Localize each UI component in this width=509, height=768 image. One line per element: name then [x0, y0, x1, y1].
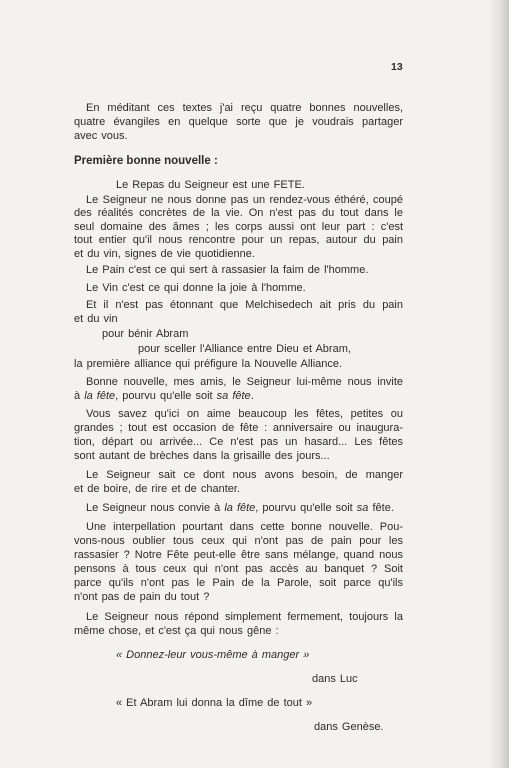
paragraph-line: En méditant ces textes j'ai reçu quatre bonnes nouvelles, — [86, 102, 403, 114]
paragraph-line — [74, 389, 254, 403]
emphasis: la fête — [84, 390, 116, 402]
paragraph-line: pensons à tous ceux qui n'ont pas accès au banquet ? Soit — [74, 563, 403, 575]
paragraph-line: et du vin, signes de vie quotidienne. — [74, 248, 255, 260]
paragraph-line: Et il n'est pas étonnant que Melchisedech ait pris du pain — [86, 299, 403, 311]
paragraph-line: Le Seigneur sait ce dont nous avons besoin, de manger — [86, 469, 403, 481]
paragraph-pain: Le Pain c'est ce qui sert à rassasier la faim de l'homme. — [86, 264, 369, 276]
paragraph-line: même chose, et c'est ça qui nous gêne : — [74, 625, 279, 637]
text-run: Le Seigneur nous convie à — [86, 502, 225, 514]
paragraph-line: Le Seigneur nous répond simplement fermement, toujours la — [86, 611, 403, 623]
paragraph-line: Le Seigneur ne nous donne pas un rendez-vous éthéré, coupé — [86, 194, 403, 206]
paragraph-convie — [86, 501, 394, 515]
section-heading: Première bonne nouvelle : — [74, 155, 218, 167]
emphasis: sa — [356, 502, 369, 514]
paragraph-line: n'ont pas de pain du tout ? — [74, 591, 210, 603]
paragraph-line: Bonne nouvelle, mes amis, le Seigneur lui-même nous invite — [86, 376, 403, 388]
paragraph-line: tout entier qu'il nous rencontre pour un repas, autour du pain — [74, 234, 403, 246]
paragraph-line: grandes ; tout est occasion de fête : anniversaire ou inaugura- — [74, 422, 403, 434]
paragraph-line: Une interpellation pourtant dans cette bonne nouvelle. Pou- — [86, 521, 403, 533]
paragraph-line: la première alliance qui préfigure la Nouvelle Alliance. — [74, 358, 343, 370]
page-number: 13 — [391, 61, 403, 73]
paragraph-line: Vous savez qu'ici on aime beaucoup les fêtes, petites ou — [86, 408, 403, 420]
scripture-reference: dans Genèse. — [314, 721, 384, 733]
scripture-quote: « Donnez-leur vous-même à manger » — [116, 649, 310, 661]
emphasis: sa fête — [216, 390, 251, 402]
scripture-reference: dans Luc — [312, 673, 358, 685]
paragraph-line: seul domaine des âmes ; les corps aussi ont leur part : c'est — [74, 221, 403, 233]
indented-line: pour bénir Abram — [102, 328, 189, 340]
paragraph-line: quatre évangiles en quelque sorte que je voudrais partager — [74, 116, 403, 128]
indented-line: pour sceller l'Alliance entre Dieu et Abram, — [138, 343, 351, 355]
paragraph-line: rassasier ? Notre Fête peut-elle être sans mélange, quand nous — [74, 549, 403, 561]
paragraph-line: et de boire, de rire et de chanter. — [74, 483, 240, 495]
paragraph-line: parce qu'ils n'ont pas le Pain de la Parole, soit parce qu'ils — [74, 577, 403, 589]
scripture-quote: « Et Abram lui donna la dîme de tout » — [116, 697, 313, 709]
emphasis: la fête — [224, 502, 256, 514]
text-run: à — [74, 390, 85, 402]
paragraph-line: des réalités concrètes de la vie. On n'est pas du tout dans le — [74, 207, 403, 219]
text-run: , pourvu qu'elle soit — [115, 390, 217, 402]
text-run: , pourvu qu'elle soit — [255, 502, 357, 514]
paragraph-vin: Le Vin c'est ce qui donne la joie à l'homme. — [86, 282, 306, 294]
section-theme: Le Repas du Seigneur est une FETE. — [116, 179, 305, 191]
paragraph-line: tion, départ ou arrivée... Ce n'est pas un hasard... Les fêtes — [74, 436, 403, 448]
paragraph-line: vons-nous oublier tous ceux qui n'ont pas de pain pour les — [74, 535, 403, 547]
paragraph-line: sont autant de brèches dans la grisaille des jours... — [74, 450, 330, 462]
paragraph-line: avec vous. — [74, 130, 128, 142]
text-run: . — [250, 390, 254, 402]
text-run: fête. — [368, 502, 394, 514]
paragraph-line: et du vin — [74, 313, 118, 325]
